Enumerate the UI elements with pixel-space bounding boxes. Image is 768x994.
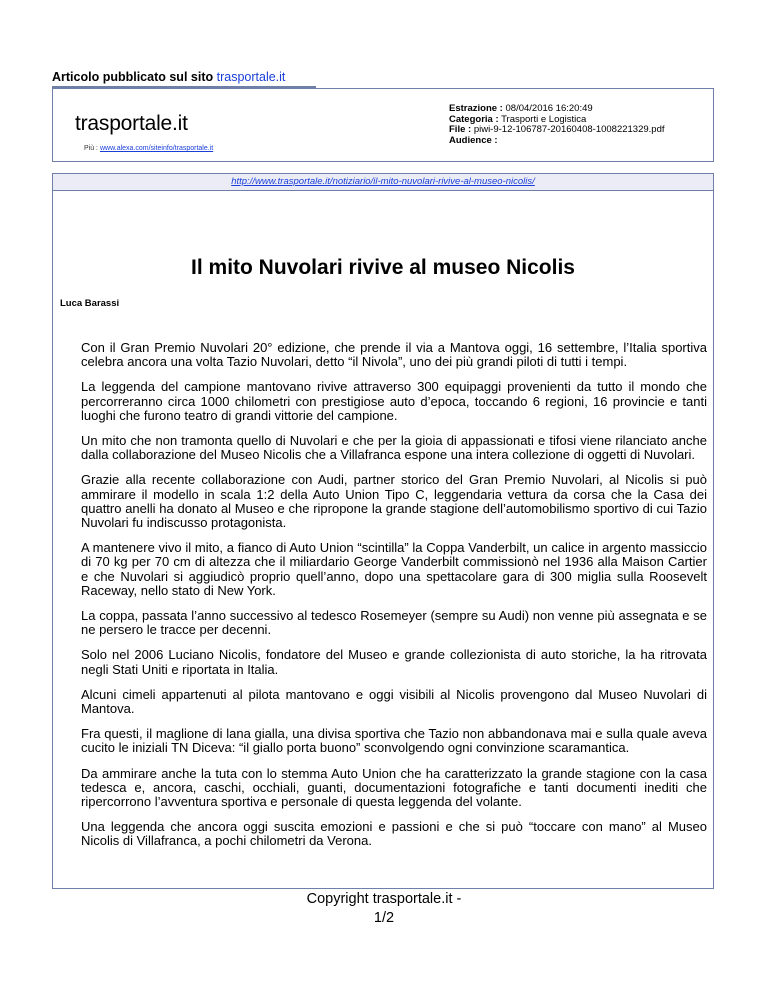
paragraph: La coppa, passata l’anno successivo al tedesco Rosemeyer (sempre su Audi) non venne più assegnata e se ne persero le tracce per decenni. bbox=[81, 608, 707, 638]
header-box bbox=[52, 88, 714, 162]
file-value: piwi-9-12-106787-20160408-1008221329.pdf bbox=[473, 124, 665, 135]
site-logo: trasportale.it bbox=[75, 112, 188, 135]
piu-label: Più : bbox=[84, 145, 99, 152]
article-body bbox=[81, 341, 707, 860]
paragraph: Solo nel 2006 Luciano Nicolis, fondatore del Museo e grande collezionista di auto storiche, la ha ritrovata negli Stati Uniti e riportata in Italia. bbox=[81, 647, 707, 677]
audience-row bbox=[449, 136, 665, 147]
copyright-text: Copyright trasportale.it - bbox=[306, 891, 462, 907]
article-box bbox=[52, 191, 714, 889]
extraction-label: Estrazione : bbox=[449, 103, 503, 114]
published-site-link[interactable]: trasportale.it bbox=[216, 70, 286, 84]
paragraph: La leggenda del campione mantovano rivive attraverso 300 equipaggi provenienti da tutto il mondo che percorreranno circa 1000 chilometri con prestigiose auto d’epoca, toccando 6 regioni, 16 provincie e tanti luoghi che furono teatro di grandi vittorie del campione. bbox=[81, 379, 707, 423]
paragraph: Alcuni cimeli appartenuti al pilota mantovano e oggi visibili al Nicolis provengono dal Museo Nuvolari di Mantova. bbox=[81, 686, 707, 717]
alexa-line bbox=[84, 145, 213, 152]
article-url-bar bbox=[52, 173, 714, 191]
published-label: Articolo pubblicato sul sito bbox=[52, 70, 214, 84]
paragraph: Un mito che non tramonta quello di Nuvolari e che per la gioia di appassionati e tifosi viene rilanciato anche dalla collaborazione del Museo Nicolis che a Villafranca espone una intera collezione di oggetti di Nuvolari. bbox=[81, 433, 707, 463]
alexa-link[interactable]: www.alexa.com/siteinfo/trasportale.it bbox=[99, 145, 214, 152]
article-author: Luca Barassi bbox=[60, 298, 120, 309]
paragraph: Una leggenda che ancora oggi suscita emozioni e passioni e che si può “toccare con mano” al Museo Nicolis di Villafranca, a pochi chilometri da Verona. bbox=[81, 819, 707, 849]
category-value: Trasporti e Logistica bbox=[501, 113, 587, 125]
article-title: Il mito Nuvolari rivive al museo Nicolis bbox=[191, 256, 575, 279]
paragraph: A mantenere vivo il mito, a fianco di Auto Union “scintilla” la Coppa Vanderbilt, un calice in argento massiccio di 70 kg per 70 cm di altezza che il miliardario George Vanderbilt commissionò nel 1936 alla Maison Cartier e che Nuvolari si aggiudicò proprio quell’anno, dopo una spettacolare gara di 300 miglia sulla Roosevelt Raceway, nello stato di New York. bbox=[81, 540, 707, 598]
page-footer bbox=[0, 890, 768, 928]
metadata-block bbox=[449, 104, 665, 146]
article-url-link[interactable]: http://www.trasportale.it/notiziario/il-mito-nuvolari-rivive-al-museo-nicolis/ bbox=[231, 176, 535, 187]
file-label: File : bbox=[449, 124, 472, 135]
page-number: 1/2 bbox=[373, 910, 395, 926]
paragraph: Da ammirare anche la tuta con lo stemma Auto Union che ha caratterizzato la grande stagione con la casa tedesca e, ancora, caschi, occhiali, guanti, documentazioni fotografiche e tanti documenti inediti che ripercorrono l’avventura sportiva e personale di questa leggenda del volante. bbox=[81, 765, 707, 810]
extraction-value: 08/04/2016 16:20:49 bbox=[505, 103, 593, 114]
published-line bbox=[52, 70, 285, 84]
paragraph: Con il Gran Premio Nuvolari 20° edizione, che prende il via a Mantova oggi, 16 settembre, l’Italia sportiva celebra ancora una volta Tazio Nuvolari, detto “il Nivola”, uno dei più grandi piloti di tutti i tempi. bbox=[81, 340, 707, 370]
paragraph: Grazie alla recente collaborazione con Audi, partner storico del Gran Premio Nuvolari, al Nicolis si può ammirare il modello in scala 1:2 della Auto Union Tipo C, leggendaria vettura da corsa che la Casa dei quattro anelli ha donato al Museo e che ripropone la grande stagione dell’automobilismo sportivo di cui Tazio Nuvolari fu indiscusso protagonista. bbox=[81, 472, 707, 531]
audience-label: Audience : bbox=[449, 134, 498, 146]
paragraph: Fra questi, il maglione di lana gialla, una divisa sportiva che Tazio non abbandonava mai e sulla quale aveva cucito le iniziali TN Diceva: “il giallo porta buono” sconvolgendo ogni convinzione scaramantica. bbox=[81, 726, 707, 756]
category-label: Categoria : bbox=[449, 113, 499, 125]
